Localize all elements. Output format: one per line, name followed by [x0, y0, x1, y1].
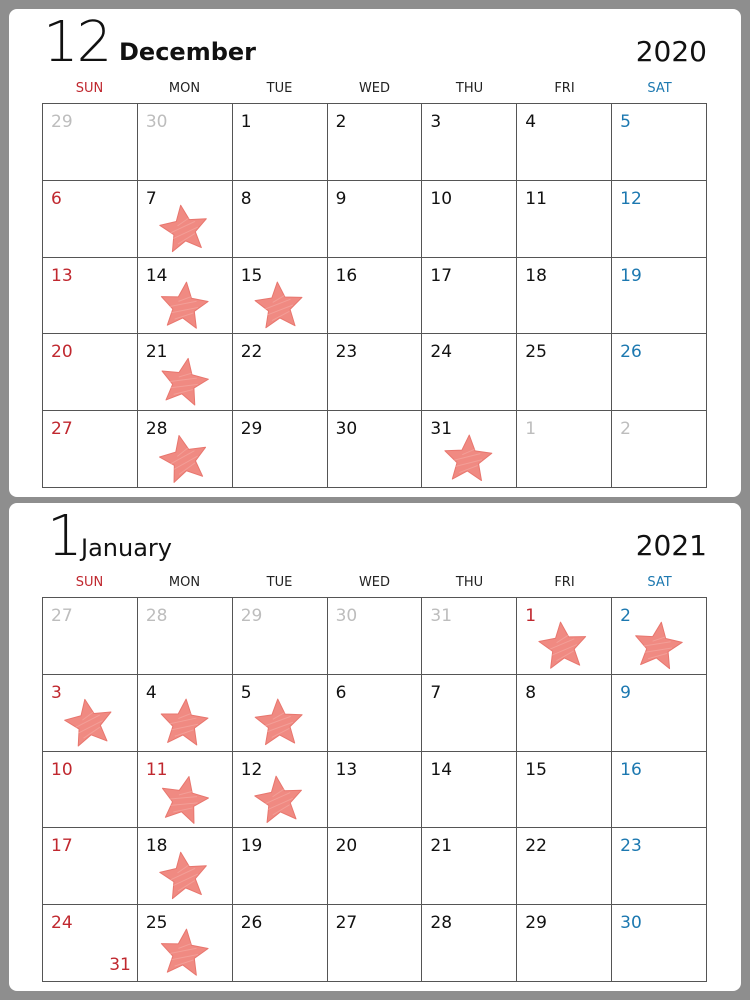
day-cell[interactable]	[517, 752, 612, 829]
day-cell[interactable]	[517, 675, 612, 752]
day-number: 5	[240, 682, 252, 703]
day-number: 7	[430, 682, 442, 703]
day-number: 26	[240, 913, 263, 934]
day-cell[interactable]	[233, 905, 328, 982]
day-cell[interactable]	[43, 411, 138, 488]
day-number: 23	[620, 836, 642, 857]
year: 2020	[635, 35, 707, 68]
weekday-fri: FRI	[554, 81, 575, 96]
day-cell[interactable]	[612, 258, 707, 335]
day-cell[interactable]	[233, 334, 328, 411]
day-cell[interactable]	[517, 598, 612, 675]
day-cell[interactable]	[138, 104, 233, 181]
day-cell[interactable]	[517, 334, 612, 411]
weekday-sun: SUN	[75, 81, 104, 96]
weekday-thu: THU	[455, 575, 484, 590]
day-cell[interactable]	[138, 411, 233, 488]
day-number: 25	[525, 342, 547, 363]
day-number: 13	[51, 265, 73, 286]
day-cell[interactable]	[612, 334, 707, 411]
day-cell[interactable]	[422, 181, 517, 258]
day-cell[interactable]	[422, 411, 517, 488]
day-cell[interactable]	[422, 828, 517, 905]
weekday-sun: SUN	[75, 575, 104, 590]
month-number: 12	[43, 10, 111, 75]
calendar-january-2021	[9, 503, 741, 991]
day-cell[interactable]	[328, 752, 423, 829]
day-number: 13	[335, 759, 358, 780]
year: 2021	[635, 529, 707, 562]
day-number: 9	[620, 682, 631, 703]
day-number: 29	[240, 419, 263, 440]
day-number: 7	[145, 188, 157, 209]
day-cell[interactable]	[233, 411, 328, 488]
day-number: 16	[620, 759, 642, 780]
day-number: 10	[51, 759, 73, 780]
day-cell[interactable]	[422, 334, 517, 411]
day-number: 3	[430, 112, 442, 132]
day-cell[interactable]	[422, 675, 517, 752]
day-cell[interactable]	[138, 675, 233, 752]
day-number: 8	[525, 682, 537, 703]
day-number: 28	[145, 606, 168, 626]
day-cell[interactable]	[517, 905, 612, 982]
day-cell[interactable]	[328, 104, 423, 181]
day-cell[interactable]	[43, 104, 138, 181]
day-number: 8	[240, 188, 252, 209]
day-cell[interactable]	[612, 828, 707, 905]
day-number: 18	[525, 265, 547, 286]
day-number: 2	[335, 112, 347, 132]
day-cell[interactable]	[43, 752, 138, 829]
weekday-sat: SAT	[647, 575, 672, 590]
day-number: 10	[430, 188, 453, 209]
day-number: 6	[335, 682, 347, 703]
day-cell[interactable]	[233, 181, 328, 258]
day-cell[interactable]	[138, 258, 233, 335]
calendar-december-2020	[9, 9, 741, 497]
star-icon	[153, 275, 215, 337]
day-number: 30	[335, 606, 358, 626]
star-icon	[249, 693, 308, 752]
day-number: 16	[335, 265, 358, 286]
day-cell[interactable]	[233, 598, 328, 675]
weekday-thu: THU	[455, 81, 484, 96]
star-icon	[151, 350, 216, 415]
day-number: 21	[145, 342, 168, 363]
day-number: 11	[525, 188, 547, 209]
day-cell[interactable]	[233, 752, 328, 829]
star-icon	[57, 690, 122, 755]
weekday-header	[42, 77, 707, 101]
day-cell[interactable]	[138, 828, 233, 905]
day-number: 28	[145, 419, 168, 440]
day-number: 26	[620, 342, 642, 363]
day-cell[interactable]	[422, 104, 517, 181]
star-icon	[154, 692, 215, 753]
day-number: 20	[51, 342, 73, 363]
day-cell[interactable]	[328, 905, 423, 982]
day-number: 20	[335, 836, 358, 857]
day-cell[interactable]	[422, 752, 517, 829]
day-number: 11	[145, 759, 168, 780]
star-icon	[152, 845, 215, 908]
day-cell[interactable]	[43, 675, 138, 752]
day-number: 4	[145, 682, 157, 703]
day-number: 31	[430, 419, 453, 440]
star-icon	[533, 615, 595, 677]
day-cell[interactable]	[233, 675, 328, 752]
day-number: 1	[525, 419, 537, 440]
weekday-header	[42, 571, 707, 595]
day-cell[interactable]	[422, 598, 517, 675]
month-name: January	[81, 534, 172, 562]
star-icon	[249, 276, 309, 336]
date-grid	[42, 597, 707, 982]
day-cell[interactable]	[517, 104, 612, 181]
weekday-mon: MON	[168, 575, 201, 590]
day-number: 17	[51, 836, 73, 857]
day-cell[interactable]	[43, 598, 138, 675]
day-number: 30	[620, 913, 642, 934]
day-number: 1	[525, 606, 537, 626]
day-cell[interactable]	[612, 598, 707, 675]
weekday-sat: SAT	[647, 81, 672, 96]
day-cell[interactable]	[612, 181, 707, 258]
month-name: December	[119, 38, 257, 66]
day-cell[interactable]	[517, 828, 612, 905]
day-cell[interactable]	[43, 181, 138, 258]
day-cell[interactable]	[138, 905, 233, 982]
day-cell[interactable]	[138, 752, 233, 829]
day-number: 29	[240, 606, 263, 626]
day-cell[interactable]	[233, 104, 328, 181]
day-cell[interactable]	[517, 181, 612, 258]
day-number: 12	[620, 188, 642, 209]
day-cell[interactable]	[612, 905, 707, 982]
day-number: 21	[430, 836, 453, 857]
day-number: 30	[145, 112, 168, 132]
day-number: 12	[240, 759, 263, 780]
day-cell[interactable]	[612, 411, 707, 488]
day-number: 24	[51, 913, 73, 934]
star-icon	[439, 430, 498, 489]
date-grid	[42, 103, 707, 488]
day-cell[interactable]	[612, 675, 707, 752]
day-number: 19	[240, 836, 263, 857]
day-number: 27	[51, 606, 73, 626]
day-number: 29	[525, 913, 547, 934]
day-number: 2	[620, 419, 631, 440]
day-number: 1	[240, 112, 252, 132]
day-number: 3	[51, 682, 62, 703]
day-cell[interactable]	[612, 752, 707, 829]
day-cell[interactable]	[138, 181, 233, 258]
day-number: 27	[335, 913, 358, 934]
day-number: 24	[430, 342, 453, 363]
day-cell[interactable]	[138, 598, 233, 675]
day-cell[interactable]	[233, 258, 328, 335]
weekday-tue: TUE	[266, 575, 293, 590]
day-cell[interactable]	[328, 828, 423, 905]
day-cell[interactable]	[328, 675, 423, 752]
day-cell[interactable]	[138, 334, 233, 411]
star-icon	[153, 922, 215, 984]
star-icon	[151, 426, 217, 492]
day-cell[interactable]	[328, 258, 423, 335]
day-number-extra: 31	[109, 955, 131, 975]
star-icon	[151, 766, 217, 832]
weekday-wed: WED	[358, 81, 391, 96]
star-icon	[247, 768, 309, 830]
day-cell[interactable]	[328, 181, 423, 258]
weekday-fri: FRI	[554, 575, 575, 590]
day-number: 28	[430, 913, 453, 934]
month-number: 1	[47, 504, 81, 569]
day-number: 22	[525, 836, 547, 857]
day-cell[interactable]	[328, 334, 423, 411]
weekday-mon: MON	[168, 81, 201, 96]
day-number: 5	[620, 112, 631, 132]
star-icon	[152, 197, 215, 260]
day-number: 14	[430, 759, 453, 780]
day-number: 25	[145, 913, 168, 934]
day-cell[interactable]	[612, 104, 707, 181]
weekday-wed: WED	[358, 575, 391, 590]
weekday-tue: TUE	[266, 81, 293, 96]
star-icon	[627, 614, 690, 677]
day-number: 15	[525, 759, 547, 780]
day-cell[interactable]	[517, 411, 612, 488]
day-number: 14	[145, 265, 168, 286]
day-number: 29	[51, 112, 73, 132]
day-number: 9	[335, 188, 347, 209]
day-number: 31	[430, 606, 453, 626]
day-cell[interactable]	[233, 828, 328, 905]
day-cell[interactable]	[517, 258, 612, 335]
day-number: 6	[51, 188, 62, 209]
day-number: 27	[51, 419, 73, 440]
day-cell[interactable]	[422, 258, 517, 335]
day-number: 4	[525, 112, 537, 132]
day-number: 18	[145, 836, 168, 857]
day-cell[interactable]	[43, 905, 138, 982]
day-number: 17	[430, 265, 453, 286]
day-cell[interactable]	[328, 411, 423, 488]
day-number: 22	[240, 342, 263, 363]
day-cell[interactable]	[328, 598, 423, 675]
day-number: 23	[335, 342, 358, 363]
day-number: 19	[620, 265, 642, 286]
day-cell[interactable]	[43, 334, 138, 411]
day-number: 30	[335, 419, 358, 440]
day-number: 2	[620, 606, 631, 626]
day-number: 15	[240, 265, 263, 286]
day-cell[interactable]	[422, 905, 517, 982]
day-cell[interactable]	[43, 828, 138, 905]
day-cell[interactable]	[43, 258, 138, 335]
